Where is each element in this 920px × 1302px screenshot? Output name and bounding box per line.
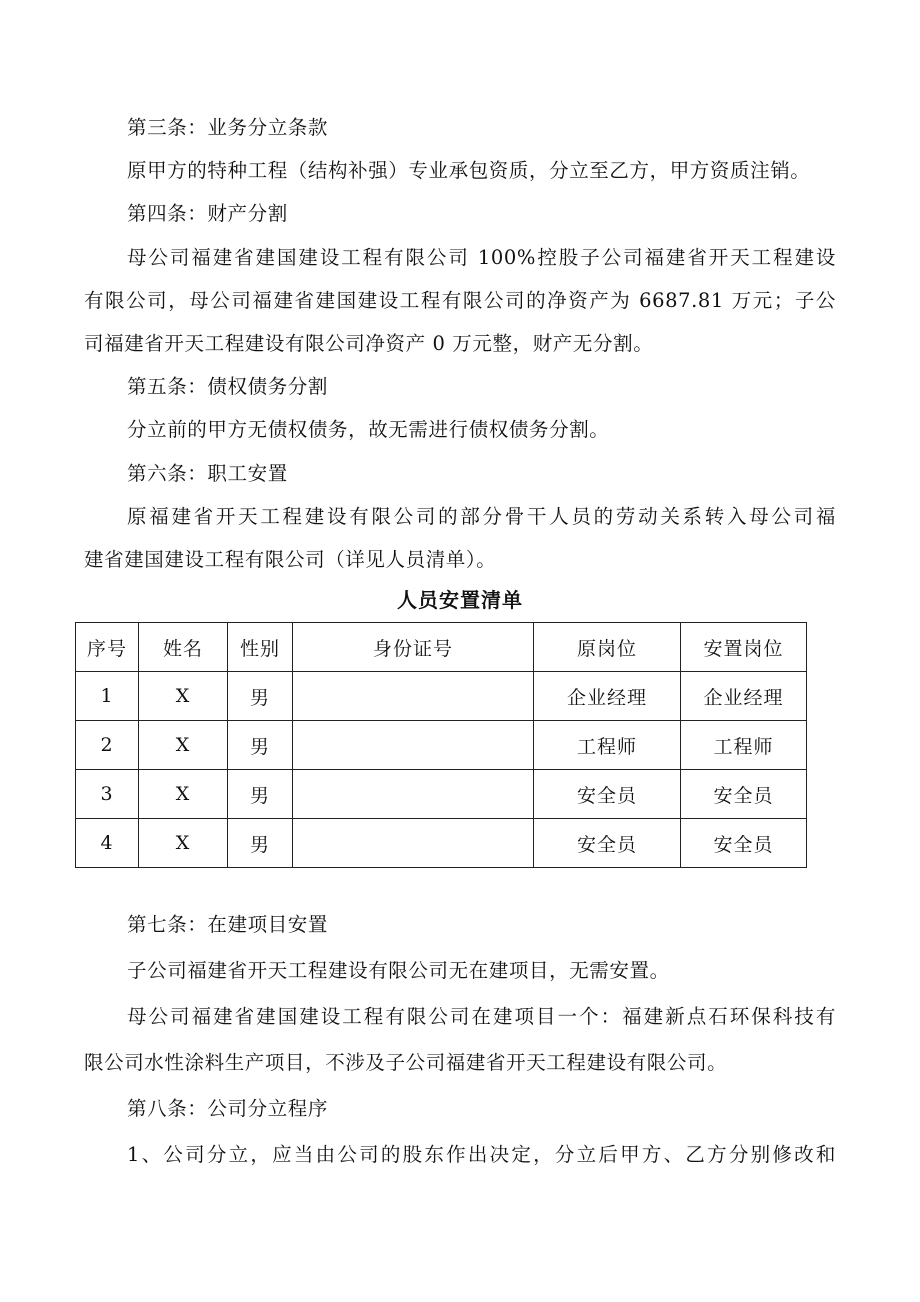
paragraph-line: 有限公司，母公司福建省建国建设工程有限公司的净资产为 6687.81 万元；子公 [84,288,836,312]
cell-new-position: 安全员 [681,819,807,868]
paragraph-line: 限公司水性涂料生产项目，不涉及子公司福建省开天工程建设有限公司。 [84,1051,728,1074]
paragraph-line: 建省建国建设工程有限公司（详见人员清单）。 [84,548,497,571]
cell-original-position: 企业经理 [534,672,681,721]
table-row [76,819,807,868]
cell-name: X [139,819,228,868]
cell-new-position: 工程师 [681,721,807,770]
cell-name: X [139,672,228,721]
header-original-position: 原岗位 [534,623,681,672]
paragraph-line: 原甲方的特种工程（结构补强）专业承包资质，分立至乙方，甲方资质注销。 [127,159,811,183]
cell-id-number [293,819,534,868]
table-row [76,672,807,721]
cell-new-position: 企业经理 [681,672,807,721]
cell-original-position: 安全员 [534,770,681,819]
cell-gender: 男 [228,672,293,721]
paragraph-line: 第五条：债权债务分割 [127,375,329,399]
table-title: 人员安置清单 [397,588,523,612]
cell-new-position: 安全员 [681,770,807,819]
paragraph-line: 第八条：公司分立程序 [127,1097,329,1120]
cell-gender: 男 [228,819,293,868]
paragraph-line: 原福建省开天工程建设有限公司的部分骨干人员的劳动关系转入母公司福 [127,504,836,528]
cell-id-number [293,672,534,721]
table-header-row [76,623,807,672]
cell-index: 3 [76,770,139,819]
header-id-number: 身份证号 [293,623,534,672]
header-new-position: 安置岗位 [681,623,807,672]
paragraph-line: 第四条：财产分割 [127,202,288,226]
cell-index: 1 [76,672,139,721]
table-row [76,770,807,819]
table-body [76,672,807,868]
header-name: 姓名 [139,623,228,672]
paragraph-line: 第七条：在建项目安置 [127,913,329,936]
paragraph-line: 第六条：职工安置 [127,461,288,485]
cell-gender: 男 [228,721,293,770]
table-row [76,721,807,770]
cell-name: X [139,770,228,819]
paragraph-line: 司福建省开天工程建设有限公司净资产 0 万元整，财产无分割。 [84,332,654,355]
cell-index: 2 [76,721,139,770]
paragraph-line: 母公司福建省建国建设工程有限公司在建项目一个：福建新点石环保科技有 [127,1005,836,1028]
cell-id-number [293,770,534,819]
header-index: 序号 [76,623,139,672]
cell-original-position: 工程师 [534,721,681,770]
cell-gender: 男 [228,770,293,819]
cell-id-number [293,721,534,770]
personnel-table [75,622,807,868]
cell-index: 4 [76,819,139,868]
paragraph-line: 第三条：业务分立条款 [127,116,329,139]
paragraph-line: 1、公司分立，应当由公司的股东作出决定，分立后甲方、乙方分别修改和 [127,1143,836,1166]
cell-original-position: 安全员 [534,819,681,868]
header-gender: 性别 [228,623,293,672]
paragraph-line: 分立前的甲方无债权债务，故无需进行债权债务分割。 [127,418,610,442]
paragraph-line: 子公司福建省开天工程建设有限公司无在建项目，无需安置。 [127,959,670,982]
cell-name: X [139,721,228,770]
paragraph-line: 母公司福建省建国建设工程有限公司 100%控股子公司福建省开天工程建设 [127,245,836,269]
